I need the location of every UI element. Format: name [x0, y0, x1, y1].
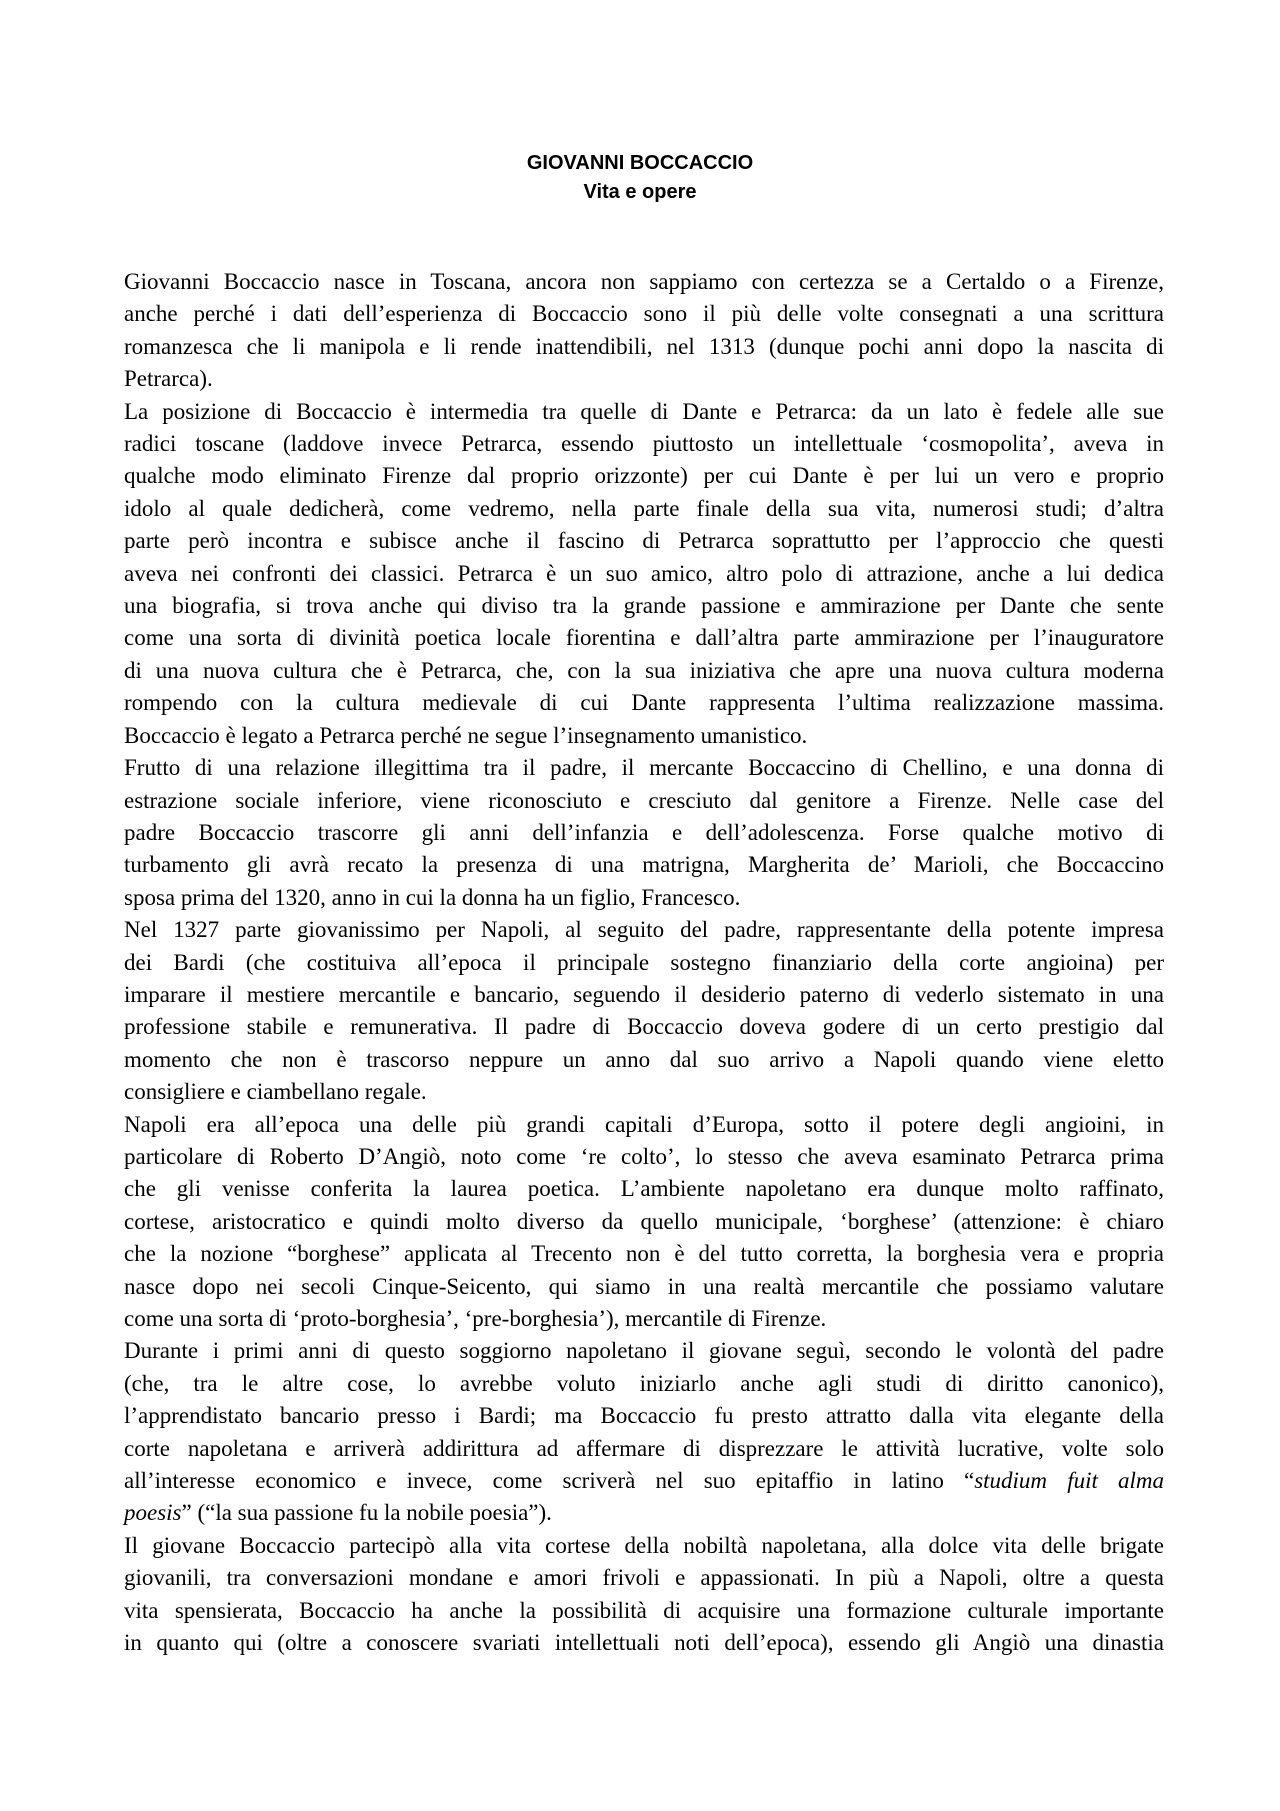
text-line: La posizione di Boccaccio è intermedia tra quelle di Dante e Petrarca: da un lato è fedele alle sue — [124, 398, 1164, 424]
text-line: in quanto qui (oltre a conoscere svariati intellettuali noti dell’epoca), essendo gli Angiò una dinastia — [124, 1630, 1164, 1656]
text-line: parte però incontra e subisce anche il fascino di Petrarca soprattutto per l’approccio che questi — [124, 528, 1164, 554]
text-line: una biografia, si trova anche qui diviso tra la grande passione e ammirazione per Dante che sente — [124, 593, 1164, 619]
text-line: momento che non è trascorso neppure un anno dal suo arrivo a Napoli quando viene eletto — [124, 1046, 1164, 1072]
paragraph — [124, 1530, 1164, 1660]
text-line: Petrarca). — [124, 366, 213, 392]
text-line: giovanili, tra conversazioni mondane e amori frivoli e appassionati. In più a Napoli, oltre a questa — [124, 1565, 1164, 1591]
text-line: Giovanni Boccaccio nasce in Toscana, ancora non sappiamo con certezza se a Certaldo o a Firenze, — [124, 269, 1164, 294]
text-line: rompendo con la cultura medievale di cui Dante rappresenta l’ultima realizzazione massima. — [124, 690, 1164, 716]
text-line: anche perché i dati dell’esperienza di Boccaccio sono il più delle volte consegnati a una scrittura — [124, 301, 1164, 327]
text-line: aveva nei confronti dei classici. Petrarca è un suo amico, altro polo di attrazione, anche a lui dedica — [124, 560, 1164, 586]
text-line: qualche modo eliminato Firenze dal proprio orizzonte) per cui Dante è per lui un vero e proprio — [124, 463, 1164, 489]
text-line: professione stabile e remunerativa. Il padre di Boccaccio doveva godere di un certo prestigio dal — [124, 1014, 1164, 1040]
text-line: cortese, aristocratico e quindi molto diverso da quello municipale, ‘borghese’ (attenzione: è chiaro — [124, 1208, 1164, 1234]
text-line: imparare il mestiere mercantile e bancario, seguendo il desiderio paterno di vederlo sistemato in una — [124, 981, 1164, 1007]
paragraph — [124, 914, 1164, 1108]
text-line: estrazione sociale inferiore, viene riconosciuto e cresciuto dal genitore a Firenze. Nelle case del — [124, 787, 1164, 813]
text-line: Durante i primi anni di questo soggiorno napoletano il giovane seguì, secondo le volontà del padre — [124, 1338, 1164, 1364]
paragraph — [124, 1335, 1164, 1529]
text-line: Nel 1327 parte giovanissimo per Napoli, al seguito del padre, rappresentante della potente impresa — [124, 917, 1164, 943]
paragraph — [124, 396, 1164, 752]
text-line: corte napoletana e arriverà addirittura ad affermare di disprezzare le attività lucrative, volte solo — [124, 1435, 1164, 1461]
text-line: Napoli era all’epoca una delle più grandi capitali d’Europa, sotto il potere degli angioini, in — [124, 1111, 1164, 1137]
text-line: particolare di Roberto D’Angiò, noto come ‘re colto’, lo stesso che aveva esaminato Petrarca prima — [124, 1143, 1164, 1169]
text-segment: ” (“la sua passione fu la nobile poesia”). — [181, 1500, 552, 1526]
text-segment: all’interesse economico e invece, come scriverà nel suo epitaffio in latino “ — [124, 1468, 975, 1494]
text-line: come una sorta di ‘proto-borghesia’, ‘pre-borghesia’), mercantile di Firenze. — [124, 1306, 827, 1331]
paragraph — [124, 266, 1164, 396]
italic-quote: studium fuit alma — [974, 1468, 1165, 1494]
paragraph — [124, 1109, 1164, 1336]
text-line: vita spensierata, Boccaccio ha anche la possibilità di acquisire una formazione culturale importante — [124, 1597, 1164, 1623]
text-line: che gli venisse conferita la laurea poetica. L’ambiente napoletano era dunque molto raffinato, — [124, 1176, 1164, 1202]
text-line: idolo al quale dedicherà, come vedremo, nella parte finale della sua vita, numerosi studi; d’altra — [124, 495, 1164, 521]
text-line: padre Boccaccio trascorre gli anni dell’infanzia e dell’adolescenza. Forse qualche motivo di — [124, 819, 1164, 845]
document-subtitle: Vita e opere — [583, 181, 697, 203]
italic-quote: poesis — [124, 1500, 182, 1526]
text-line: turbamento gli avrà recato la presenza di una matrigna, Margherita de’ Marioli, che Boccaccino — [124, 852, 1164, 878]
text-line — [124, 1497, 1164, 1529]
text-line: l’apprendistato bancario presso i Bardi; ma Boccaccio fu presto attratto dalla vita elegante della — [124, 1403, 1164, 1429]
text-line: romanzesca che li manipola e li rende inattendibili, nel 1313 (dunque pochi anni dopo la nascita di — [124, 333, 1164, 359]
document-title: GIOVANNI BOCCACCIO — [526, 152, 754, 174]
text-line — [124, 1465, 1164, 1497]
text-line: Il giovane Boccaccio partecipò alla vita cortese della nobiltà napoletana, alla dolce vita delle brigate — [124, 1532, 1164, 1558]
text-line: (che, tra le altre cose, lo avrebbe voluto iniziarlo anche agli studi di diritto canonico), — [124, 1370, 1164, 1396]
paragraph — [124, 752, 1164, 914]
text-line: Boccaccio è legato a Petrarca perché ne segue l’insegnamento umanistico. — [124, 722, 808, 748]
text-line: di una nuova cultura che è Petrarca, che, con la sua iniziativa che apre una nuova cultura moderna — [124, 657, 1164, 683]
text-line: dei Bardi (che costituiva all’epoca il principale sostegno finanziario della corte angioina) per — [124, 949, 1164, 975]
document-body — [124, 266, 1164, 1659]
text-line: nasce dopo nei secoli Cinque-Seicento, qui siamo in una realtà mercantile che possiamo valutare — [124, 1273, 1164, 1299]
text-line: consigliere e ciambellano regale. — [124, 1079, 427, 1105]
text-line: radici toscane (laddove invece Petrarca, essendo piuttosto un intellettuale ‘cosmopolita’, aveva in — [124, 431, 1164, 457]
text-line: Frutto di una relazione illegittima tra il padre, il mercante Boccaccino di Chellino, e una donna di — [124, 755, 1164, 781]
text-line: come una sorta di divinità poetica locale fiorentina e dall’altra parte ammirazione per l’inauguratore — [124, 625, 1164, 651]
text-line: che la nozione “borghese” applicata al Trecento non è del tutto corretta, la borghesia vera e propria — [124, 1241, 1164, 1267]
text-line: sposa prima del 1320, anno in cui la donna ha un figlio, Francesco. — [124, 884, 741, 910]
